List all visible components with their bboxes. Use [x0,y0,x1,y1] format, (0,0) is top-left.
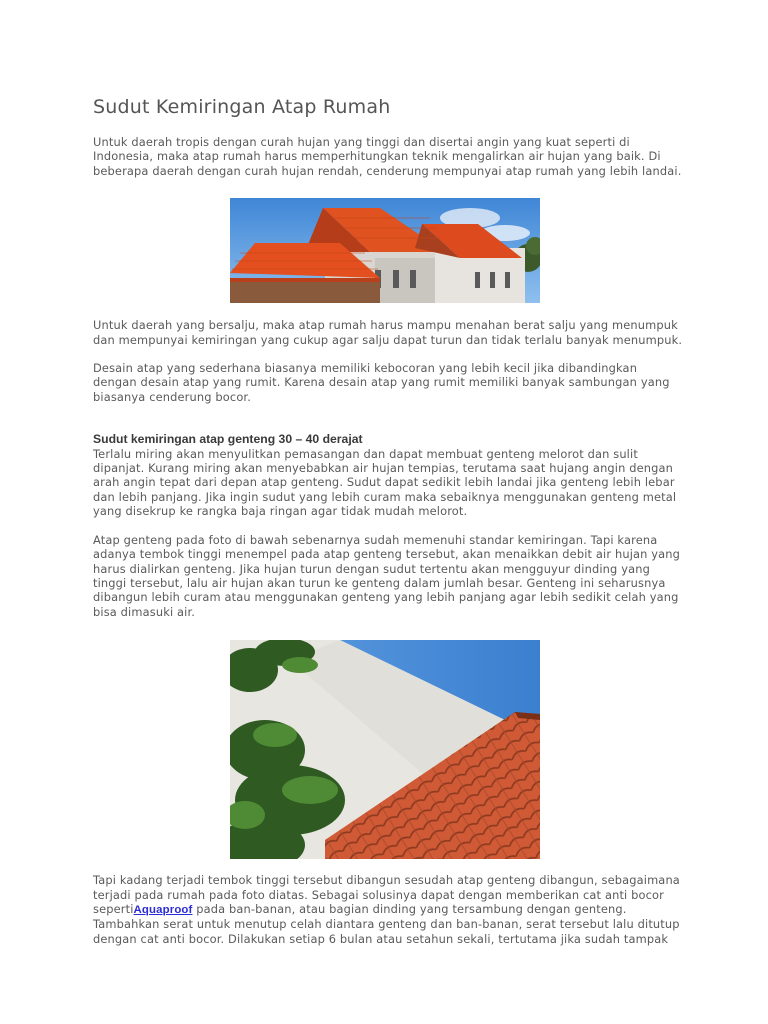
paragraph-design: Desain atap yang sederhana biasanya memiliki kebocoran yang lebih kecil jika dibandingkan dengan desain atap yang rumit. Karena desain atap yang rumit memiliki banyak sambungan yang biasanya cenderung bocor. [93,361,670,404]
section-heading: Sudut kemiringan atap genteng 30 – 40 derajat [93,432,363,447]
article-title: Sudut Kemiringan Atap Rumah [93,96,391,118]
roof-tiles-photo [230,640,540,859]
paragraph-photo-note: Atap genteng pada foto di bawah sebenarnya sudah memenuhi standar kemiringan. Tapi karena adanya tembok tinggi menempel pada atap genteng tersebut, akan menaikkan debit air hujan yang harus dialirkan genteng. Jika hujan turun dengan sudut tertentu akan mengguyur dinding yang tinggi tersebut, lalu air hujan akan turun ke genteng dalam jumlah besar. Genteng ini seharusnya dibangun lebih curam atau menggunakan genteng yang lebih panjang agar lebih sedikit celah yang bisa dimasuki air. [93,532,681,619]
solution-text-after: pada ban-banan, atau bagian dinding yang tersambung dengan genteng. Tambahkan serat untuk menutup celah diantara genteng dan ban-banan, serat tersebut lalu ditutup dengan cat anti bocor. Dilakukan setiap 6 bulan atau setahun sekali, tertutama jika sudah tampak [93,901,680,946]
paragraph-snow: Untuk daerah yang bersalju, maka atap rumah harus mampu menahan berat salju yang menumpuk dan mempunyai kemiringan yang cukup agar salju dapat turun dan tidak terlalu banyak menumpuk. [93,318,683,347]
paragraph-tropical: Untuk daerah tropis dengan curah hujan yang tinggi dan disertai angin yang kuat seperti di Indonesia, maka atap rumah harus memperhitungkan teknik mengalirkan air hujan yang baik. Di beberapa daerah dengan curah hujan rendah, cenderung mempunyai atap rumah yang lebih landai. [93,135,682,178]
house-roof-photo [230,198,540,303]
article [93,96,683,946]
aquaproof-link[interactable]: Aquaproof [133,903,193,916]
paragraph-solution [93,873,683,946]
paragraph-slope: Terlalu miring akan menyulitkan pemasangan dan dapat membuat genteng melorot dan sulit dipanjat. Kurang miring akan menyebabkan air hujan tempias, terutama saat hujang angin dengan arah angin tepat dari depan atap genteng. Sudut dapat sedikit lebih landai jika genteng lebih lebar dan lebih panjang. Jika ingin sudut yang lebih curam maka sebaiknya menggunakan genteng metal yang disekrup ke rangka baja ringan agar tidak mudah melorot. [93,446,677,519]
solution-text-before: Tapi kadang terjadi tembok tinggi tersebut dibangun sesudah atap genteng dibangun, sebagaimana terjadi pada rumah pada foto diatas. Sebagai solusinya dapat dengan memberikan cat anti bocor seperti [93,873,680,916]
